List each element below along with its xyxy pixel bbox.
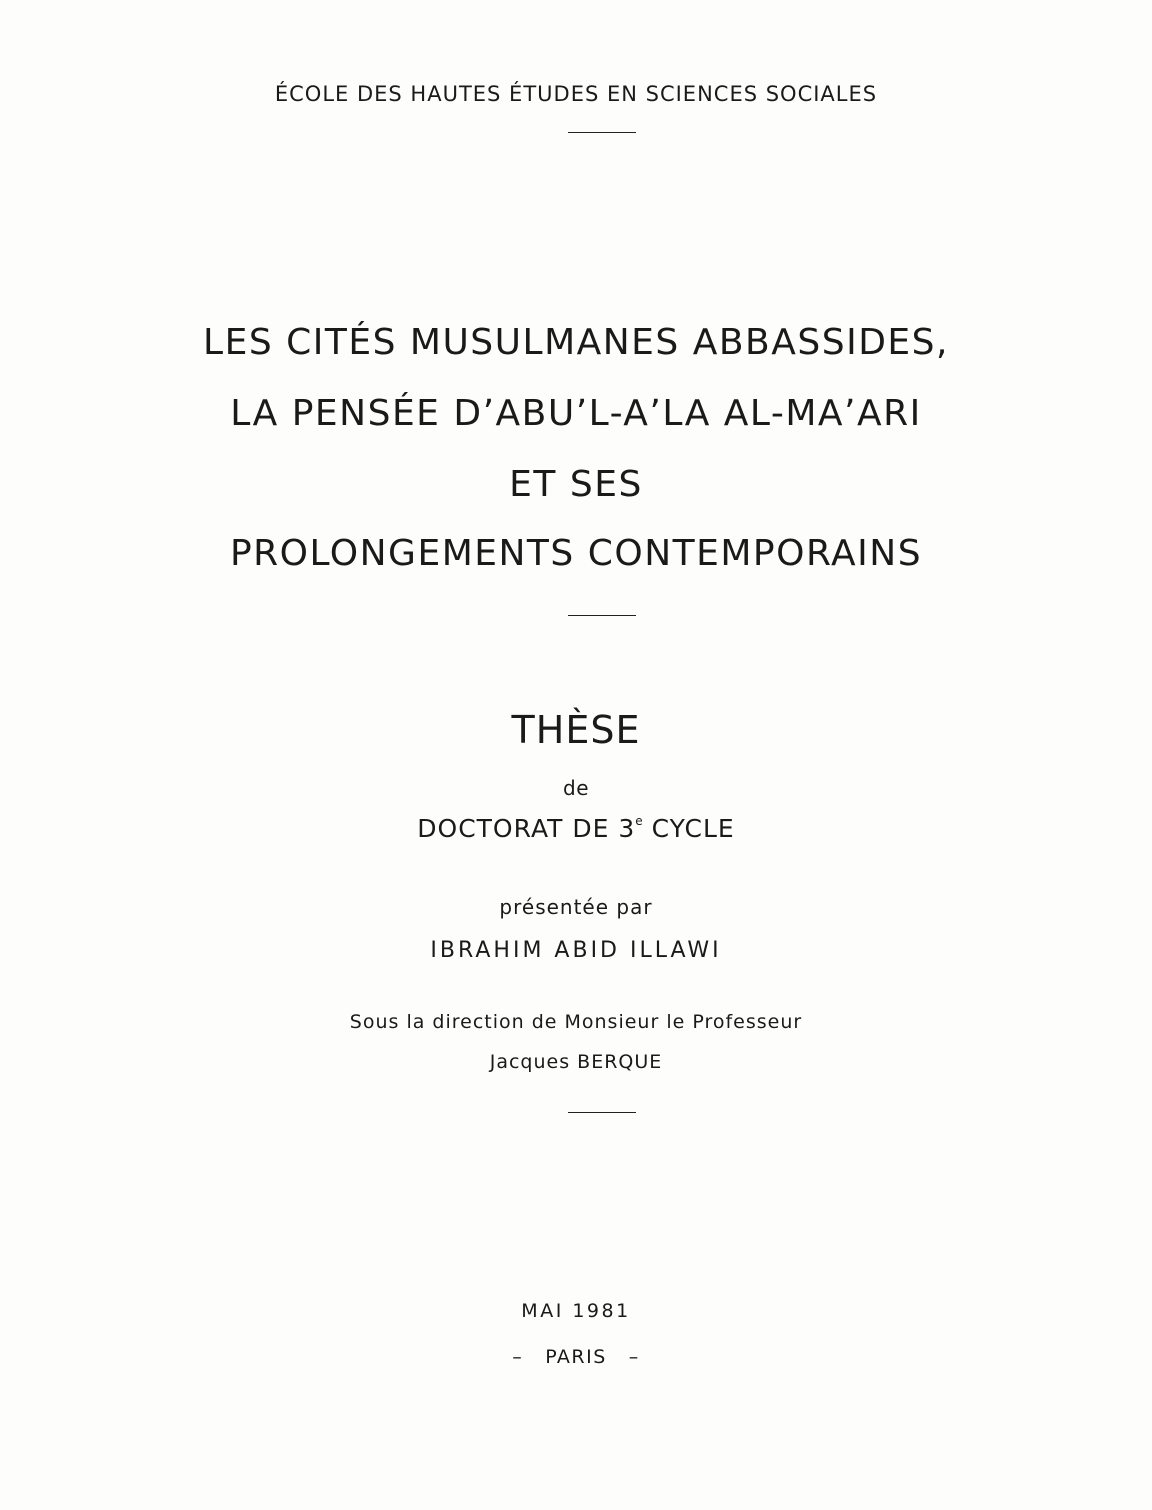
divider-rule bbox=[568, 615, 636, 616]
place: PARIS bbox=[545, 1346, 607, 1368]
degree-suffix: CYCLE bbox=[642, 814, 735, 843]
dash-right: – bbox=[628, 1346, 640, 1368]
divider-rule bbox=[568, 132, 636, 133]
title-line-1: LES CITÉS MUSULMANES ABBASSIDES, bbox=[203, 322, 949, 363]
direction-line: Sous la direction de Monsieur le Professeur bbox=[349, 1011, 803, 1033]
title-line-3: ET SES bbox=[509, 464, 643, 505]
title-line-4: PROLONGEMENTS CONTEMPORAINS bbox=[229, 533, 923, 574]
degree-prefix: DOCTORAT DE 3 bbox=[417, 814, 636, 843]
author-name: IBRAHIM ABID ILLAWI bbox=[430, 938, 722, 963]
dash-left: – bbox=[512, 1346, 524, 1368]
degree-superscript: e bbox=[635, 814, 643, 828]
presented-by: présentée par bbox=[499, 895, 653, 919]
place-line bbox=[0, 1346, 1152, 1368]
thesis-heading: THÈSE bbox=[511, 708, 641, 752]
title-line-2: LA PENSÉE D’ABU’L-A’LA AL-MA’ARI bbox=[230, 393, 922, 434]
divider-rule bbox=[568, 1112, 636, 1113]
institution-name: ÉCOLE DES HAUTES ÉTUDES EN SCIENCES SOCIALES bbox=[274, 82, 878, 106]
date: MAI 1981 bbox=[521, 1300, 631, 1322]
director-name: Jacques BERQUE bbox=[489, 1051, 663, 1073]
degree-line bbox=[0, 814, 1152, 843]
thesis-de: de bbox=[563, 776, 589, 800]
